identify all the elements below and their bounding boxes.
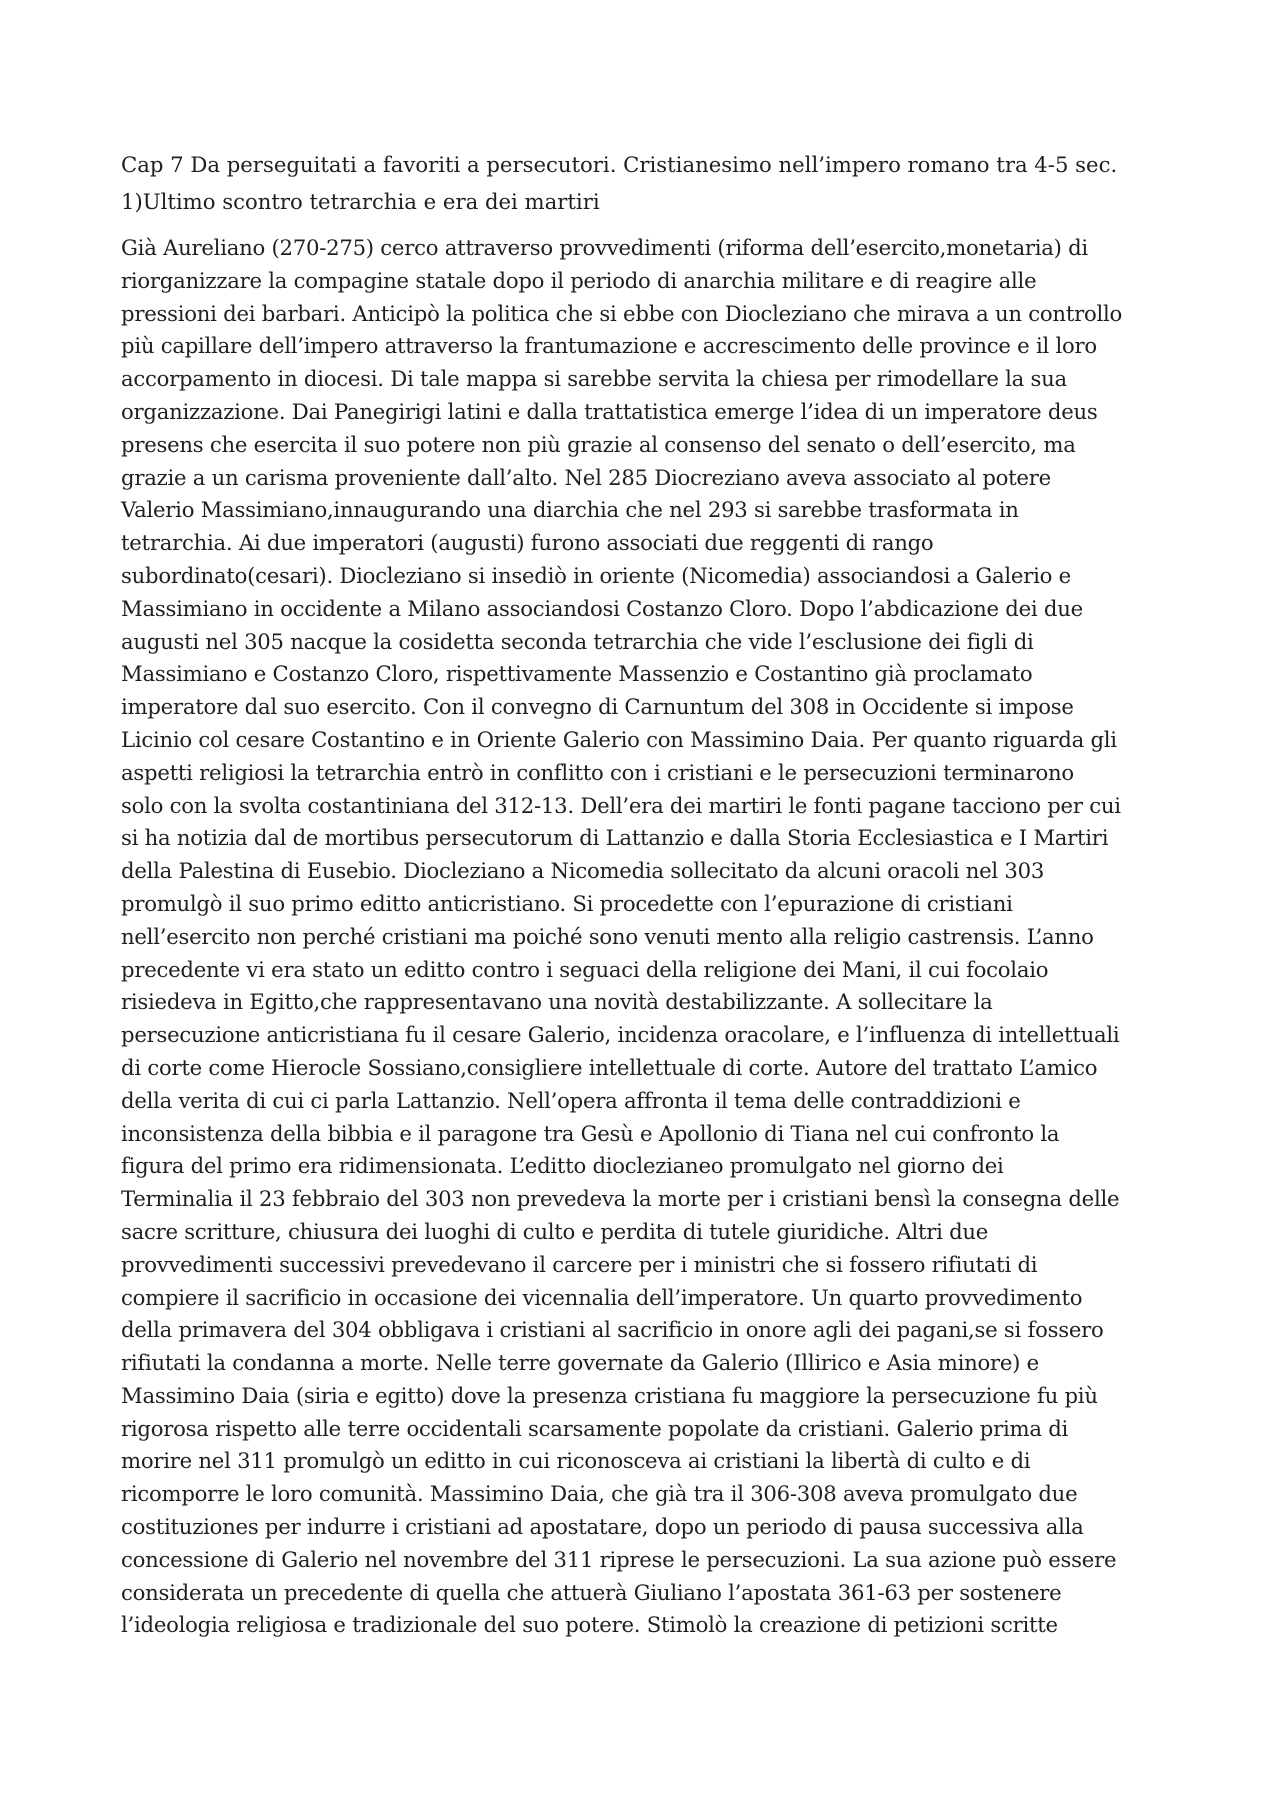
body-line: sacre scritture, chiusura dei luoghi di culto e perdita di tutele giuridiche. Altri due <box>121 1218 989 1244</box>
body-line: nell’esercito non perché cristiani ma poiché sono venuti mento alla religio castrensis. L’anno <box>121 923 1094 949</box>
body-line: figura del primo era ridimensionata. L’editto dioclezianeo promulgato nel giorno dei <box>121 1153 1004 1179</box>
body-line: provvedimenti successivi prevedevano il carcere per i ministri che si fossero rifiutati di <box>121 1251 1038 1277</box>
body-line: più capillare dell’impero attraverso la frantumazione e accrescimento delle province e il loro <box>121 333 1097 359</box>
body-line: rigorosa rispetto alle terre occidentali scarsamente popolate da cristiani. Galerio prima di <box>121 1415 1069 1441</box>
body-line: organizzazione. Dai Panegirigi latini e dalla trattatistica emerge l’idea di un imperatore deus <box>121 398 1098 424</box>
body-line: Massimino Daia (siria e egitto) dove la presenza cristiana fu maggiore la persecuzione fu più <box>121 1382 1098 1408</box>
body-line: considerata un precedente di quella che attuerà Giuliano l’apostata 361-63 per sostenere <box>121 1579 1062 1605</box>
body-line: si ha notizia dal de mortibus persecutorum di Lattanzio e dalla Storia Ecclesiastica e I Martiri <box>121 825 1109 851</box>
body-line: persecuzione anticristiana fu il cesare Galerio, incidenza oracolare, e l’influenza di intellettuali <box>121 1022 1120 1048</box>
body-line: Terminalia il 23 febbraio del 303 non prevedeva la morte per i cristiani bensì la consegna delle <box>121 1186 1120 1212</box>
body-line: tetrarchia. Ai due imperatori (augusti) furono associati due reggenti di rango <box>121 530 934 556</box>
body-line: grazie a un carisma proveniente dall’alto. Nel 285 Diocreziano aveva associato al potere <box>121 464 1051 490</box>
body-line: di corte come Hierocle Sossiano,consigliere intellettuale di corte. Autore del trattato L’amico <box>121 1054 1098 1080</box>
body-line: accorpamento in diocesi. Di tale mappa si sarebbe servita la chiesa per rimodellare la sua <box>121 366 1067 392</box>
document-content <box>121 148 1171 1642</box>
body-line: Licinio col cesare Costantino e in Oriente Galerio con Massimino Daia. Per quanto riguarda gli <box>121 726 1117 752</box>
body-line: l’ideologia religiosa e tradizionale del suo potere. Stimolò la creazione di petizioni scritte <box>121 1612 1058 1638</box>
body-line: della Palestina di Eusebio. Diocleziano a Nicomedia sollecitato da alcuni oracoli nel 303 <box>121 858 1045 884</box>
section-heading: 1)Ultimo scontro tetrarchia e era dei martiri <box>121 189 600 214</box>
body-line: compiere il sacrificio in occasione dei vicennalia dell’imperatore. Un quarto provvedimento <box>121 1284 1083 1310</box>
body-line: promulgò il suo primo editto anticristiano. Si procedette con l’epurazione di cristiani <box>121 890 1013 916</box>
body-line: rifiutati la condanna a morte. Nelle terre governate da Galerio (Illirico e Asia minore) e <box>121 1350 1039 1376</box>
body-line: risiedeva in Egitto,che rappresentavano una novità destabilizzante. A sollecitare la <box>121 989 993 1015</box>
body-line: Già Aureliano (270-275) cerco attraverso provvedimenti (riforma dell’esercito,monetaria) di <box>121 235 1088 260</box>
body-line: della verita di cui ci parla Lattanzio. Nell’opera affronta il tema delle contraddizioni e <box>121 1087 1021 1113</box>
body-line: presens che esercita il suo potere non più grazie al consenso del senato o dell’esercito, ma <box>121 431 1076 457</box>
body-line: Massimiano e Costanzo Cloro, rispettivamente Massenzio e Costantino già proclamato <box>121 661 1033 687</box>
body-line: imperatore dal suo esercito. Con il convegno di Carnuntum del 308 in Occidente si impose <box>121 694 1074 720</box>
body-line: augusti nel 305 nacque la cosidetta seconda tetrarchia che vide l’esclusione dei figli di <box>121 628 1034 654</box>
body-line: subordinato(cesari). Diocleziano si insediò in oriente (Nicomedia) associandosi a Galerio e <box>121 562 1071 588</box>
body-line: riorganizzare la compagine statale dopo il periodo di anarchia militare e di reagire alle <box>121 267 1037 293</box>
body-line: inconsistenza della bibbia e il paragone tra Gesù e Apollonio di Tiana nel cui confronto la <box>121 1120 1060 1146</box>
body-line: aspetti religiosi la tetrarchia entrò in conflitto con i cristiani e le persecuzioni terminarono <box>121 759 1074 785</box>
body-line: Massimiano in occidente a Milano associandosi Costanzo Cloro. Dopo l’abdicazione dei due <box>121 595 1083 621</box>
body-line: della primavera del 304 obbligava i cristiani al sacrificio in onore agli dei pagani,se si fossero <box>121 1317 1104 1343</box>
body-line: morire nel 311 promulgò un editto in cui riconosceva ai cristiani la libertà di culto e di <box>121 1448 1031 1474</box>
chapter-title: Cap 7 Da perseguitati a favoriti a persecutori. Cristianesimo nell’impero romano tra 4-5 sec. <box>121 152 1118 177</box>
body-paragraph <box>121 232 1171 1642</box>
body-line: concessione di Galerio nel novembre del 311 riprese le persecuzioni. La sua azione può essere <box>121 1546 1117 1572</box>
body-line: solo con la svolta costantiniana del 312-13. Dell’era dei martiri le fonti pagane tacciono per cui <box>121 792 1121 818</box>
body-line: precedente vi era stato un editto contro i seguaci della religione dei Mani, il cui focolaio <box>121 956 1049 982</box>
body-line: costituziones per indurre i cristiani ad apostatare, dopo un periodo di pausa successiva alla <box>121 1514 1084 1540</box>
body-line: Valerio Massimiano,innaugurando una diarchia che nel 293 si sarebbe trasformata in <box>121 497 1019 523</box>
body-line: pressioni dei barbari. Anticipò la politica che si ebbe con Diocleziano che mirava a un controllo <box>121 300 1123 326</box>
body-line: ricomporre le loro comunità. Massimino Daia, che già tra il 306-308 aveva promulgato due <box>121 1481 1078 1507</box>
